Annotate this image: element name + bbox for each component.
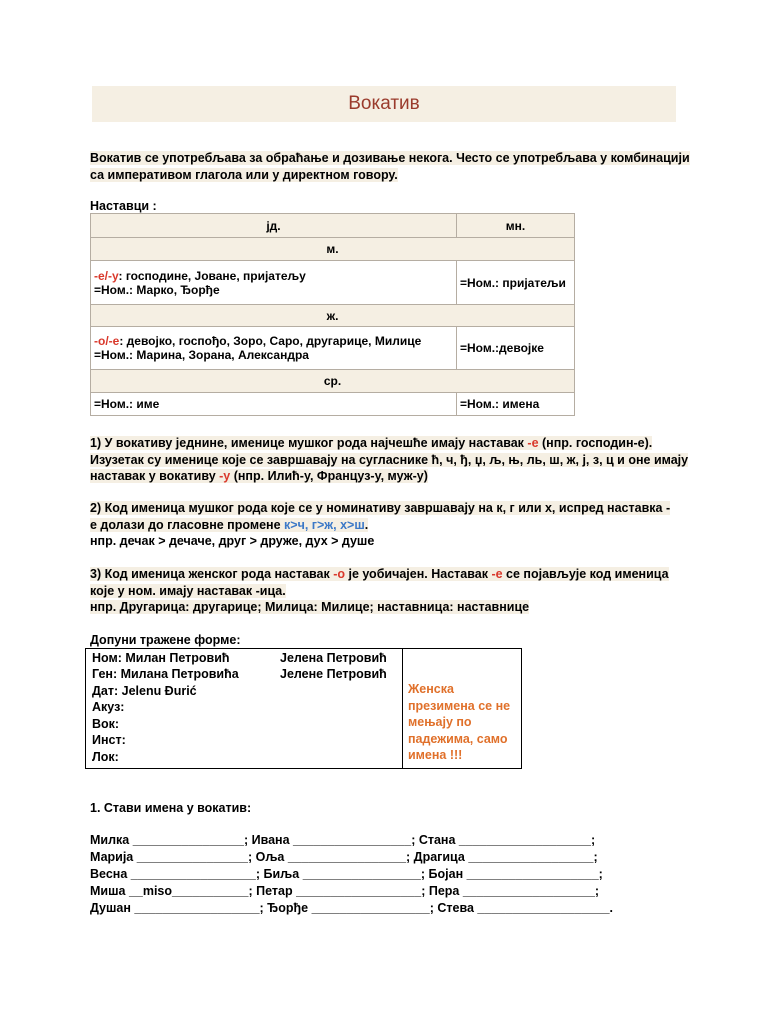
neut-row	[91, 393, 575, 416]
neut-singular-cell: =Ном.: име	[91, 393, 457, 416]
note-line-3: мењају по	[408, 715, 472, 729]
rule-3-a: 3) Код именица женског рода наставак	[90, 567, 334, 581]
rule-2-a: 2) Код именица мушког рода које се у номинативу завршавају на к, г или х, испред наставка -	[90, 501, 671, 515]
fem-row	[91, 327, 575, 370]
masc-ending: -е/-у	[94, 268, 119, 283]
fem-singular-cell	[91, 327, 457, 370]
endings-table	[90, 213, 575, 416]
neut-label-row	[91, 370, 575, 393]
col-singular: јд.	[91, 214, 457, 238]
fem-nom: =Ном.: Марина, Зорана, Александра	[94, 348, 309, 362]
case-gen-right: Јелене Петровић	[280, 667, 387, 681]
note-line-4: падежима, само	[408, 731, 508, 746]
rule-3	[90, 566, 669, 616]
surname-note	[408, 681, 520, 764]
note-line-2: презимена се не	[408, 698, 511, 713]
title-band	[92, 86, 676, 122]
rule-3-a-red: -о	[333, 567, 346, 581]
case-inst-left[interactable]: Инст:	[92, 733, 126, 747]
masc-examples: : господине, Јоване, пријатељу	[118, 268, 306, 283]
table-header-row	[91, 214, 575, 238]
rule-2-b-end: .	[364, 517, 369, 532]
case-nom-right: Јелена Петровић	[280, 651, 387, 665]
case-nom-left: Ном: Милан Петровић	[92, 651, 230, 665]
case-vok-left[interactable]: Вок:	[92, 717, 120, 731]
fem-examples: : девојко, госпођо, Зоро, Саро, другарице, Милице	[119, 334, 422, 348]
exercise-row-4[interactable]: Миша __miso___________; Петар __________________; Пера ___________________;	[90, 884, 600, 898]
case-lok-left[interactable]: Лок:	[92, 750, 119, 764]
fem-label-row	[91, 305, 575, 327]
rule-3-a-mid: је уобичајен. Наставак	[345, 567, 492, 581]
exercise-row-3[interactable]: Весна __________________; Биља _________________; Бојан ___________________;	[90, 867, 603, 881]
rule-2-b-blue: к>ч, г>ж, х>ш	[284, 517, 365, 532]
intro-paragraph	[90, 150, 690, 183]
intro-line-1: Вокатив се употребљава за обраћање и дозивање некога. Често се употребљава у комбинацији	[90, 151, 690, 165]
forms-divider	[402, 648, 403, 769]
rule-1-c-end: (нпр. Илић-у, Француз-у, муж-у)	[230, 469, 428, 483]
endings-label: Наставци :	[90, 199, 157, 213]
rule-3-a-red2: -е	[491, 567, 503, 581]
masc-nom: =Ном.: Марко, Ђорђе	[94, 282, 220, 297]
case-gen-left: Ген: Милана Петровића	[92, 667, 239, 681]
page-title: Вокатив	[348, 93, 420, 114]
case-dat-left[interactable]: Дат: Jelenu Đurić	[92, 684, 197, 698]
rule-3-a-end: се појављује код именица	[502, 567, 669, 581]
rule-1	[90, 435, 688, 485]
fem-plural-cell: =Ном.:девојке	[457, 327, 575, 370]
masc-label: м.	[91, 238, 575, 261]
rule-1-c: наставак у вокативу	[90, 469, 220, 483]
rule-1-b: Изузетак су именице које се завршавају на сугласнике ћ, ч, ђ, џ, љ, њ, ль, ш, ж, ј, з, ц и оне имају	[90, 452, 689, 467]
exercise-row-2[interactable]: Марија ________________; Оља _________________; Драгица __________________;	[90, 850, 598, 864]
note-line-5: имена !!!	[408, 748, 463, 762]
rule-2-c: нпр. дечак > дечаче, друг > друже, дух > душе	[90, 534, 375, 548]
rule-3-b: које у ном. имају наставак -ица.	[90, 583, 286, 598]
rule-1-a: 1) У вокативу једнине, именице мушког рода најчешће имају наставак	[90, 436, 528, 450]
rule-3-c: нпр. Другарица: другарице; Милица: Милице; наставница: наставнице	[90, 600, 530, 614]
masc-singular-cell	[91, 261, 457, 305]
masc-row	[91, 261, 575, 305]
rule-1-c-red: -у	[219, 469, 231, 483]
rule-1-a-end: (нпр. господин-е).	[538, 436, 653, 450]
rule-1-a-red: -е	[527, 436, 539, 450]
fem-ending: -о/-е	[94, 334, 120, 348]
masc-plural-cell: =Ном.: пријатељи	[457, 261, 575, 305]
rule-2	[90, 500, 670, 550]
rule-2-b: е долази до гласовне промене	[90, 517, 285, 532]
intro-line-2: са императивом глагола или у директном говору.	[90, 167, 398, 182]
forms-heading: Допуни тражене форме:	[90, 633, 241, 647]
col-plural: мн.	[457, 214, 575, 238]
neut-plural-cell: =Ном.: имена	[457, 393, 575, 416]
neut-label: ср.	[91, 370, 575, 393]
exercise-row-5[interactable]: Душан __________________; Ђорђе _________________; Стева ___________________.	[90, 901, 613, 915]
exercise-row-1[interactable]: Милка ________________; Ивана _________________; Стана ___________________;	[90, 833, 596, 847]
fem-label: ж.	[91, 305, 575, 327]
note-line-1: Женска	[408, 682, 454, 696]
case-akuz-left[interactable]: Акуз:	[92, 700, 125, 714]
masc-label-row	[91, 238, 575, 261]
exercise-heading: 1. Стави имена у вокатив:	[90, 801, 252, 815]
